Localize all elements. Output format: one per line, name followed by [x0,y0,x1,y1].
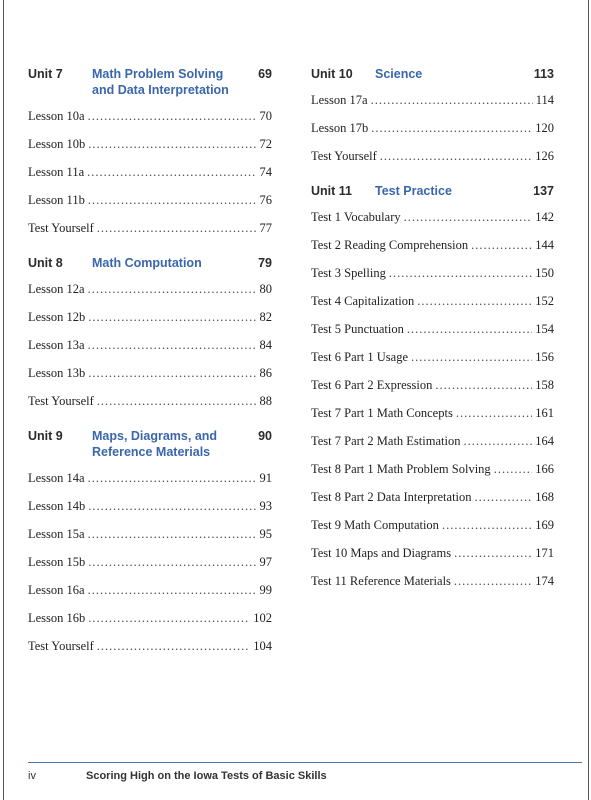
dot-leader [88,527,257,542]
entry-label: Lesson 17a [311,93,368,107]
entry-page-number: 174 [535,574,554,588]
unit-heading [28,66,272,98]
dot-leader [454,574,532,589]
toc-entry [28,527,272,555]
entry-page-number: 126 [535,149,554,163]
unit-heading [28,255,272,271]
entry-page-number: 161 [535,406,554,420]
unit-number: Unit 8 [28,256,63,270]
toc-entry [28,366,272,394]
unit-page-number: 113 [533,67,554,81]
entry-label: Test 10 Maps and Diagrams [311,546,452,560]
dot-leader [475,490,533,505]
toc-entry [28,282,272,310]
dot-leader [97,221,257,236]
unit-page-number: 137 [533,184,554,198]
dot-leader [88,282,257,297]
entry-label: Test 5 Punctuation [311,322,404,336]
unit-section [28,255,272,422]
entry-page-number: 168 [535,490,554,504]
entry-label: Lesson 14a [28,471,85,485]
dot-leader [456,406,532,421]
entry-page-number: 72 [259,137,272,151]
entry-label: Lesson 11b [28,193,85,207]
entry-label: Lesson 11a [28,165,85,179]
toc-entry [28,639,272,667]
dot-leader [404,210,533,225]
entry-page-number: 95 [259,527,272,541]
entry-page-number: 104 [253,639,272,653]
entry-page-number: 88 [259,394,272,408]
entry-page-number: 156 [535,350,554,364]
entry-label: Test 7 Part 2 Math Estimation [311,434,461,448]
entry-page-number: 150 [535,266,554,280]
toc-entry [28,499,272,527]
entry-page-number: 144 [535,238,554,252]
entry-label: Lesson 13a [28,338,85,352]
dot-leader [88,583,257,598]
entry-label: Lesson 14b [28,499,86,513]
entry-page-number: 97 [259,555,272,569]
entry-page-number: 158 [535,378,554,392]
entry-page-number: 91 [259,471,272,485]
dot-leader [88,338,257,353]
entry-label: Test Yourself [28,221,94,235]
entry-label: Test 6 Part 2 Expression [311,378,433,392]
unit-number: Unit 9 [28,429,63,443]
dot-leader [380,149,532,164]
dot-leader [407,322,532,337]
toc-entry [28,221,272,249]
unit-title: Math Computation [92,256,202,270]
entry-label: Test 9 Math Computation [311,518,439,532]
unit-heading [311,66,554,82]
footer-book-title: Scoring High on the Iowa Tests of Basic Skills [86,770,327,782]
unit-title: Science [375,67,423,81]
dot-leader [88,109,257,124]
entry-label: Lesson 10b [28,137,86,151]
toc-entry [28,310,272,338]
entry-page-number: 99 [259,583,272,597]
entry-page-number: 154 [535,322,554,336]
unit-heading [311,183,554,199]
toc-entry [28,583,272,611]
entry-page-number: 82 [259,310,272,324]
entry-label: Lesson 13b [28,366,86,380]
unit-section [28,66,272,249]
entry-label: Lesson 16b [28,611,86,625]
entry-page-number: 142 [535,210,554,224]
dot-leader [454,546,532,561]
toc-entry [311,546,554,574]
dot-leader [88,137,256,152]
unit-page-number: 90 [258,429,272,443]
toc-entry [311,93,554,121]
entry-page-number: 76 [259,193,272,207]
dot-leader [494,462,533,477]
entry-label: Test 2 Reading Comprehension [311,238,469,252]
footer-page-number: iv [28,770,36,782]
toc-entry [311,210,554,238]
dot-leader [88,499,256,514]
toc-entry [311,350,554,378]
unit-number: Unit 10 [311,67,353,81]
entry-page-number: 102 [253,611,272,625]
entry-label: Lesson 17b [311,121,369,135]
entry-label: Test Yourself [311,149,377,163]
unit-page-number: 79 [258,256,272,270]
entry-page-number: 120 [535,121,554,135]
toc-entry [28,471,272,499]
toc-entry [28,137,272,165]
dot-leader [442,518,532,533]
toc-entry [28,109,272,137]
entry-label: Lesson 12a [28,282,85,296]
dot-leader [88,366,256,381]
toc-left-column [28,66,272,673]
toc-entry [28,611,272,639]
toc-entry [311,294,554,322]
entry-page-number: 164 [535,434,554,448]
toc-entry [311,266,554,294]
entry-page-number: 77 [259,221,272,235]
dot-leader [435,378,532,393]
unit-heading [28,428,272,460]
footer-rule [28,762,582,763]
entry-page-number: 114 [535,93,554,107]
entry-page-number: 166 [535,462,554,476]
dot-leader [88,611,250,626]
unit-section [311,66,554,177]
entry-page-number: 169 [535,518,554,532]
entry-label: Test Yourself [28,394,94,408]
toc-entry [311,434,554,462]
unit-title: Math Problem Solving and Data Interpretation [92,67,229,97]
dot-leader [411,350,532,365]
toc-entry [311,149,554,177]
entry-label: Lesson 15b [28,555,86,569]
toc-entry [311,462,554,490]
entry-label: Lesson 10a [28,109,85,123]
entry-label: Test 11 Reference Materials [311,574,451,588]
toc-entry [311,490,554,518]
dot-leader [371,121,532,136]
entry-label: Test 8 Part 2 Data Interpretation [311,490,472,504]
toc-entry [311,518,554,546]
unit-page-number: 69 [258,67,272,81]
entry-label: Test 8 Part 1 Math Problem Solving [311,462,491,476]
entry-page-number: 80 [259,282,272,296]
entry-page-number: 86 [259,366,272,380]
dot-leader [471,238,532,253]
dot-leader [88,555,256,570]
entry-page-number: 171 [535,546,554,560]
toc-entry [311,406,554,434]
entry-label: Test 7 Part 1 Math Concepts [311,406,453,420]
entry-page-number: 93 [259,499,272,513]
entry-label: Lesson 12b [28,310,86,324]
entry-page-number: 84 [259,338,272,352]
unit-section [28,428,272,667]
entry-label: Test 1 Vocabulary [311,210,401,224]
entry-label: Test 4 Capitalization [311,294,415,308]
entry-label: Test 6 Part 1 Usage [311,350,409,364]
toc-entry [311,238,554,266]
unit-number: Unit 11 [311,184,352,198]
toc-entry [311,322,554,350]
dot-leader [97,639,250,654]
entry-label: Lesson 16a [28,583,85,597]
unit-section [311,183,554,602]
dot-leader [371,93,533,108]
entry-label: Test Yourself [28,639,94,653]
toc-entry [311,378,554,406]
dot-leader [88,471,257,486]
entry-page-number: 74 [259,165,272,179]
dot-leader [417,294,532,309]
unit-number: Unit 7 [28,67,63,81]
toc-entry [28,338,272,366]
toc-entry [28,394,272,422]
toc-entry [28,193,272,221]
dot-leader [88,193,257,208]
toc-entry [311,574,554,602]
dot-leader [88,310,256,325]
unit-title: Test Practice [375,184,452,198]
toc-right-column [311,66,554,608]
toc-entry [311,121,554,149]
dot-leader [389,266,532,281]
entry-label: Lesson 15a [28,527,85,541]
dot-leader [87,165,256,180]
toc-entry [28,165,272,193]
unit-title: Maps, Diagrams, and Reference Materials [92,429,218,459]
entry-label: Test 3 Spelling [311,266,386,280]
entry-page-number: 152 [535,294,554,308]
dot-leader [463,434,532,449]
toc-entry [28,555,272,583]
dot-leader [97,394,257,409]
entry-page-number: 70 [259,109,272,123]
